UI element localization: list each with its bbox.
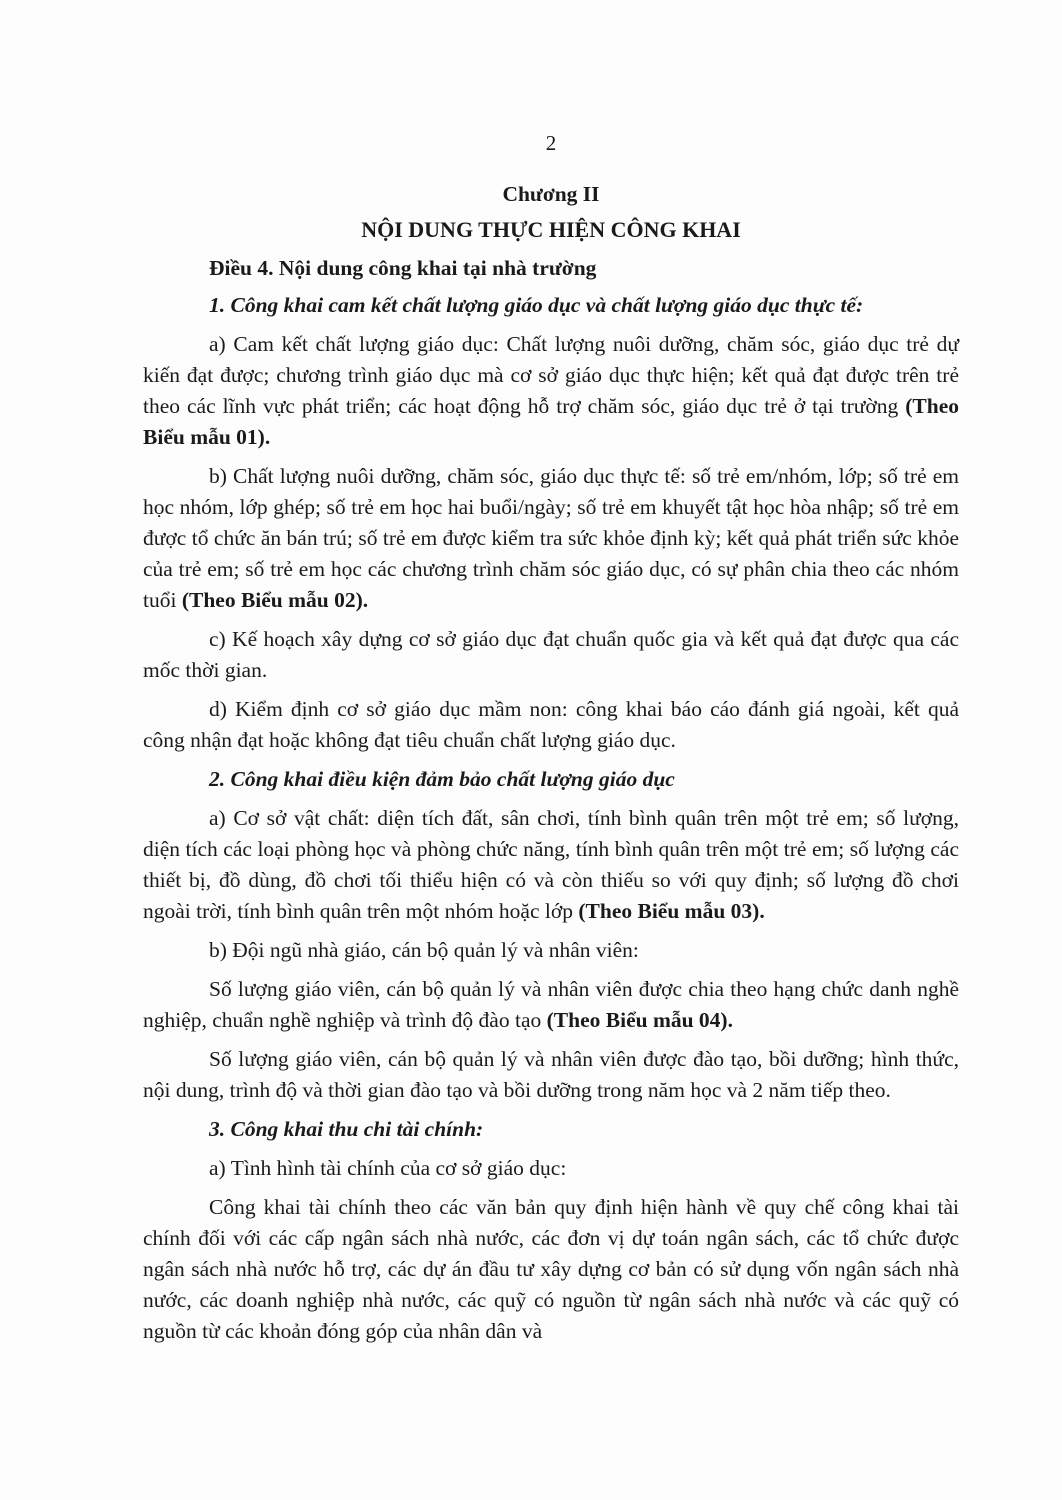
section-2-item-b1-ref: (Theo Biểu mẫu 04). xyxy=(546,1008,733,1032)
section-1-item-a xyxy=(143,329,959,453)
section-1-item-c: c) Kế hoạch xây dựng cơ sở giáo dục đạt chuẩn quốc gia và kết quả đạt được qua các mốc thời gian. xyxy=(143,627,959,682)
section-2-item-a xyxy=(143,803,959,927)
chapter-label: Chương II xyxy=(502,182,600,206)
section-1-item-d: d) Kiểm định cơ sở giáo dục mầm non: công khai báo cáo đánh giá ngoài, kết quả công nhận đạt hoặc không đạt tiêu chuẩn chất lượng giáo dục. xyxy=(143,697,959,752)
section-1-item-a-ref: (Theo Biểu mẫu 01). xyxy=(143,394,959,449)
section-1-item-a-text: a) Cam kết chất lượng giáo dục: Chất lượng nuôi dưỡng, chăm sóc, giáo dục trẻ dự kiến đạt được; chương trình giáo dục mà cơ sở giáo dục thực hiện; kết quả đạt được trên trẻ theo các lĩnh vực phát triển; các hoạt động hỗ trợ chăm sóc, giáo dục trẻ ở tại trường xyxy=(143,332,959,418)
section-2-item-b: b) Đội ngũ nhà giáo, cán bộ quản lý và nhân viên: xyxy=(209,938,639,962)
section-2-item-a-text: a) Cơ sở vật chất: diện tích đất, sân chơi, tính bình quân trên một trẻ em; số lượng, diện tích các loại phòng học và phòng chức năng, tính bình quân trên một trẻ em; số lượng các thiết bị, đồ dùng, đồ chơi tối thiểu hiện có và còn thiếu so với quy định; số lượng đồ chơi ngoài trời, tính bình quân trên một nhóm hoặc lớp xyxy=(143,806,959,923)
section-1-item-b-text: b) Chất lượng nuôi dưỡng, chăm sóc, giáo dục thực tế: số trẻ em/nhóm, lớp; số trẻ em học nhóm, lớp ghép; số trẻ em học hai buổi/ngày; số trẻ em khuyết tật học hòa nhập; số trẻ em được tổ chức ăn bán trú; số trẻ em được kiểm tra sức khỏe định kỳ; kết quả phát triển sức khỏe của trẻ em; số trẻ em học các chương trình chăm sóc giáo dục, có sự phân chia theo các nhóm tuổi xyxy=(143,464,959,612)
section-3-item-a: a) Tình hình tài chính của cơ sở giáo dục: xyxy=(209,1156,567,1180)
section-2-item-b-paragraph-1 xyxy=(143,974,959,1036)
section-1-item-b xyxy=(143,461,959,616)
page-number: 2 xyxy=(545,131,557,155)
section-2-item-b-paragraph-2: Số lượng giáo viên, cán bộ quản lý và nhân viên được đào tạo, bồi dưỡng; hình thức, nội dung, trình độ và thời gian đào tạo và bồi dưỡng trong năm học và 2 năm tiếp theo. xyxy=(143,1047,959,1102)
section-1-heading: 1. Công khai cam kết chất lượng giáo dục và chất lượng giáo dục thực tế: xyxy=(209,293,864,317)
section-2-heading: 2. Công khai điều kiện đảm bảo chất lượng giáo dục xyxy=(209,767,675,791)
section-2-item-a-ref: (Theo Biểu mẫu 03). xyxy=(578,899,765,923)
article-title: Điều 4. Nội dung công khai tại nhà trường xyxy=(209,256,597,280)
section-3-heading: 3. Công khai thu chi tài chính: xyxy=(209,1117,484,1141)
chapter-title: NỘI DUNG THỰC HIỆN CÔNG KHAI xyxy=(361,217,741,242)
section-2-item-b1-text: Số lượng giáo viên, cán bộ quản lý và nhân viên được chia theo hạng chức danh nghề nghiệp, chuẩn nghề nghiệp và trình độ đào tạo xyxy=(143,977,959,1032)
document-body xyxy=(143,128,959,1355)
section-3-item-a-paragraph-1: Công khai tài chính theo các văn bản quy định hiện hành về quy chế công khai tài chính đối với các cấp ngân sách nhà nước, các đơn vị dự toán ngân sách, các tổ chức được ngân sách nhà nước hỗ trợ, các dự án đầu tư xây dựng cơ bản có sử dụng vốn ngân sách nhà nước, các doanh nghiệp nhà nước, các quỹ có nguồn từ ngân sách nhà nước và các quỹ có nguồn từ các khoản đóng góp của nhân dân và xyxy=(143,1195,959,1343)
section-1-item-b-ref: (Theo Biểu mẫu 02). xyxy=(181,588,369,612)
